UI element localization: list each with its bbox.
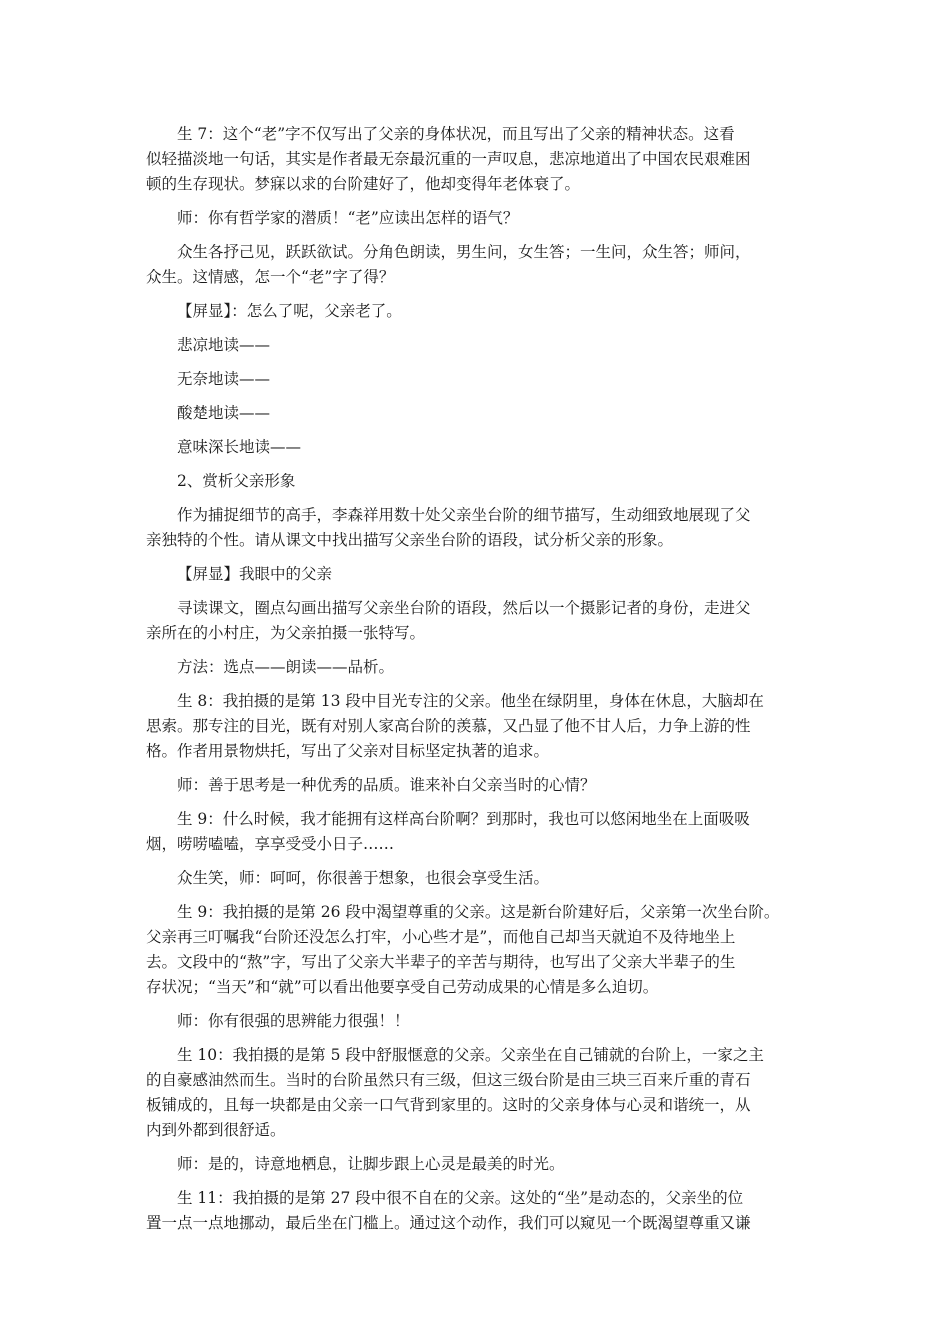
paragraph-line: 生 8：我拍摄的是第 13 段中目光专注的父亲。他坐在绿阴里，身体在休息，大脑却在 [177, 692, 764, 710]
paragraph-line: 师：善于思考是一种优秀的品质。谁来补白父亲当时的心情？ [177, 776, 596, 794]
paragraph-line: 板铺成的，且每一块都是由父亲一口气背到家里的。这时的父亲身体与心灵和谐统一，从 [146, 1096, 751, 1114]
paragraph [146, 773, 808, 798]
paragraph [146, 1152, 808, 1177]
paragraph-line: 方法：选点——朗读——品析。 [177, 658, 395, 676]
paragraph [146, 807, 808, 857]
paragraph-line: 内到外都到很舒适。 [146, 1121, 286, 1139]
paragraph-line: 顿的生存现状。梦寐以求的台阶建好了，他却变得年老体衰了。 [146, 175, 581, 193]
paragraph-line: 【屏显】我眼中的父亲 [177, 565, 333, 583]
paragraph-line: 置一点一点地挪动，最后坐在门槛上。通过这个动作，我们可以窥见一个既渴望尊重又谦 [146, 1214, 751, 1232]
paragraph-line: 生 9：我拍摄的是第 26 段中渴望尊重的父亲。这是新台阶建好后，父亲第一次坐台阶。 [177, 903, 780, 921]
paragraph-line: 烟，唠唠嗑嗑，享享受受小日子…… [146, 835, 395, 853]
paragraph-line: 存状况；“当天”和“就”可以看出他要享受自己劳动成果的心情是多么迫切。 [146, 978, 659, 996]
paragraph [146, 866, 808, 891]
paragraph [146, 333, 808, 358]
paragraph-line: 2、赏析父亲形象 [177, 472, 296, 490]
paragraph-line: 生 11：我拍摄的是第 27 段中很不自在的父亲。这处的“坐”是动态的，父亲坐的位 [177, 1189, 744, 1207]
paragraph [146, 596, 808, 646]
paragraph [146, 655, 808, 680]
paragraph-line: 师：你有哲学家的潜质！“老”应读出怎样的语气？ [177, 209, 519, 227]
paragraph [146, 562, 808, 587]
paragraph-line: 意味深长地读—— [177, 438, 302, 456]
paragraph-line: 【屏显】：怎么了呢，父亲老了。 [177, 302, 402, 320]
paragraph-line: 师：你有很强的思辨能力很强！！ [177, 1012, 410, 1030]
paragraph [146, 401, 808, 426]
paragraph-line: 亲独特的个性。请从课文中找出描写父亲坐台阶的语段，试分析父亲的形象。 [146, 531, 674, 549]
paragraph-line: 师：是的，诗意地栖息，让脚步跟上心灵是最美的时光。 [177, 1155, 565, 1173]
paragraph [146, 1009, 808, 1034]
paragraph-line: 无奈地读—— [177, 370, 271, 388]
paragraph-line: 去。文段中的“熬”字，写出了父亲大半辈子的辛苦与期待，也写出了父亲大半辈子的生 [146, 953, 736, 971]
paragraph [146, 122, 808, 197]
paragraph-line: 似轻描淡地一句话，其实是作者最无奈最沉重的一声叹息，悲凉地道出了中国农民艰难困 [146, 150, 751, 168]
paragraph-line: 生 10：我拍摄的是第 5 段中舒服惬意的父亲。父亲坐在自己铺就的台阶上，一家之主 [177, 1046, 764, 1064]
paragraph-line: 格。作者用景物烘托，写出了父亲对目标坚定执著的追求。 [146, 742, 550, 760]
paragraph [146, 469, 808, 494]
paragraph [146, 299, 808, 324]
paragraph-line: 众生各抒己见，跃跃欲试。分角色朗读，男生问，女生答；一生问，众生答；师问， [177, 243, 751, 261]
paragraph [146, 435, 808, 460]
paragraph-line: 寻读课文，圈点勾画出描写父亲坐台阶的语段，然后以一个摄影记者的身份，走进父 [177, 599, 751, 617]
paragraph-line: 的自豪感油然而生。当时的台阶虽然只有三级，但这三级台阶是由三块三百来斤重的青石 [146, 1071, 751, 1089]
paragraph-line: 父亲再三叮嘱我“台阶还没怎么打牢，小心些才是”，而他自己却当天就迫不及待地坐上 [146, 928, 736, 946]
paragraph [146, 240, 808, 290]
paragraph-line: 悲凉地读—— [177, 336, 271, 354]
paragraph-line: 众生。这情感，怎一个“老”字了得？ [146, 268, 395, 286]
paragraph [146, 1186, 808, 1236]
paragraph [146, 367, 808, 392]
paragraph [146, 900, 808, 1000]
paragraph-line: 作为捕捉细节的高手，李森祥用数十处父亲坐台阶的细节描写，生动细致地展现了父 [177, 506, 751, 524]
paragraph-line: 思索。那专注的目光，既有对别人家高台阶的羡慕，又凸显了他不甘人后，力争上游的性 [146, 717, 751, 735]
paragraph-line: 酸楚地读—— [177, 404, 271, 422]
paragraph [146, 1043, 808, 1143]
paragraph [146, 689, 808, 764]
document-page [146, 122, 808, 1245]
paragraph [146, 503, 808, 553]
paragraph-line: 生 9：什么时候，我才能拥有这样高台阶啊？到那时，我也可以悠闲地坐在上面吸吸 [177, 810, 750, 828]
paragraph-line: 生 7：这个“老”字不仅写出了父亲的身体状况，而且写出了父亲的精神状态。这看 [177, 125, 735, 143]
paragraph-line: 亲所在的小村庄，为父亲拍摄一张特写。 [146, 624, 426, 642]
paragraph [146, 206, 808, 231]
paragraph-line: 众生笑，师：呵呵，你很善于想象，也很会享受生活。 [177, 869, 550, 887]
